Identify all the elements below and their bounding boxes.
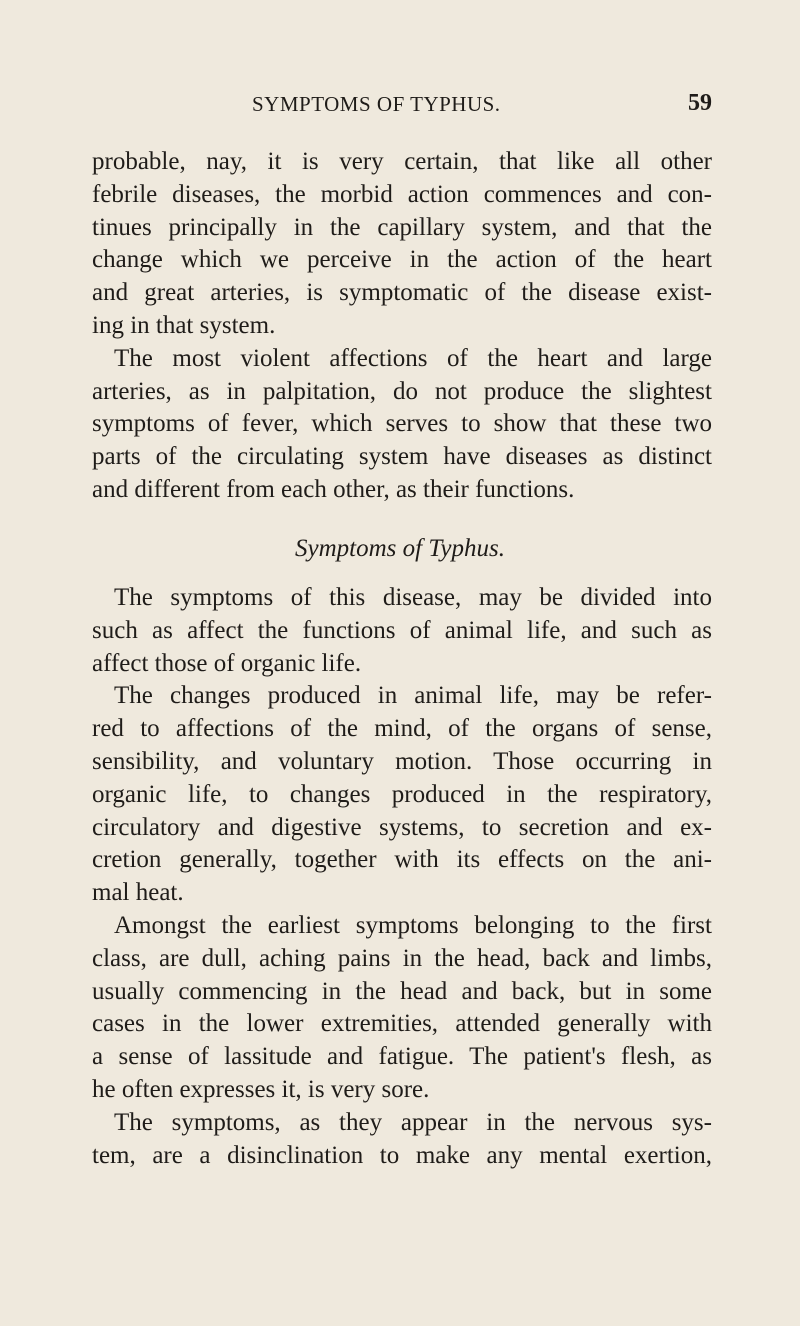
text-line: ing in that system. [92, 311, 276, 339]
body-text-top [92, 146, 712, 507]
text-line: arteries, as in palpitation, do not produce the slightest [92, 377, 712, 405]
page-header [92, 86, 712, 126]
text-line: such as affect the functions of animal life, and such as [92, 616, 712, 644]
text-line: he often expresses it, is very sore. [92, 1075, 430, 1103]
text-line: Amongst the earliest symptoms belonging to the first [114, 911, 712, 939]
running-head: SYMPTOMS OF TYPHUS. [252, 92, 501, 116]
text-line: febrile diseases, the morbid action commences and con- [92, 180, 712, 208]
text-line: mal heat. [92, 879, 184, 907]
text-line: tem, are a disinclination to make any mental exertion, [92, 1141, 712, 1169]
text-line: tinues principally in the capillary system, and that the [92, 213, 712, 241]
text-line: usually commencing in the head and back, but in some [92, 977, 712, 1005]
text-line: The changes produced in animal life, may be refer- [114, 682, 712, 710]
text-line: probable, nay, it is very certain, that like all other [92, 148, 712, 175]
text-line: cretion generally, together with its effects on the ani- [92, 846, 712, 874]
text-line: symptoms of fever, which serves to show that these two [92, 410, 712, 438]
text-line: The symptoms, as they appear in the nervous sys- [114, 1108, 712, 1136]
text-line: organic life, to changes produced in the respiratory, [92, 780, 712, 808]
body-text-bottom [92, 582, 712, 1172]
text-line: circulatory and digestive systems, to secretion and ex- [92, 813, 712, 841]
text-line: parts of the circulating system have diseases as distinct [92, 443, 712, 471]
text-line: cases in the lower extremities, attended generally with [92, 1010, 712, 1038]
page-number: 59 [688, 90, 712, 116]
text-line: affect those of organic life. [92, 649, 362, 677]
text-line: and great arteries, is symptomatic of the disease exist- [92, 279, 712, 307]
text-line: a sense of lassitude and fatigue. The patient's flesh, as [92, 1043, 712, 1071]
text-line: and different from each other, as their functions. [92, 475, 575, 503]
text-line: change which we perceive in the action of the heart [92, 246, 712, 274]
text-line: sensibility, and voluntary motion. Those occurring in [92, 747, 712, 775]
text-line: red to affections of the mind, of the organs of sense, [92, 715, 712, 743]
text-line: The most violent affections of the heart and large [114, 344, 712, 372]
text-line: class, are dull, aching pains in the head, back and limbs, [92, 944, 712, 972]
section-heading: Symptoms of Typhus. [295, 535, 505, 562]
text-line: The symptoms of this disease, may be divided into [114, 584, 712, 611]
